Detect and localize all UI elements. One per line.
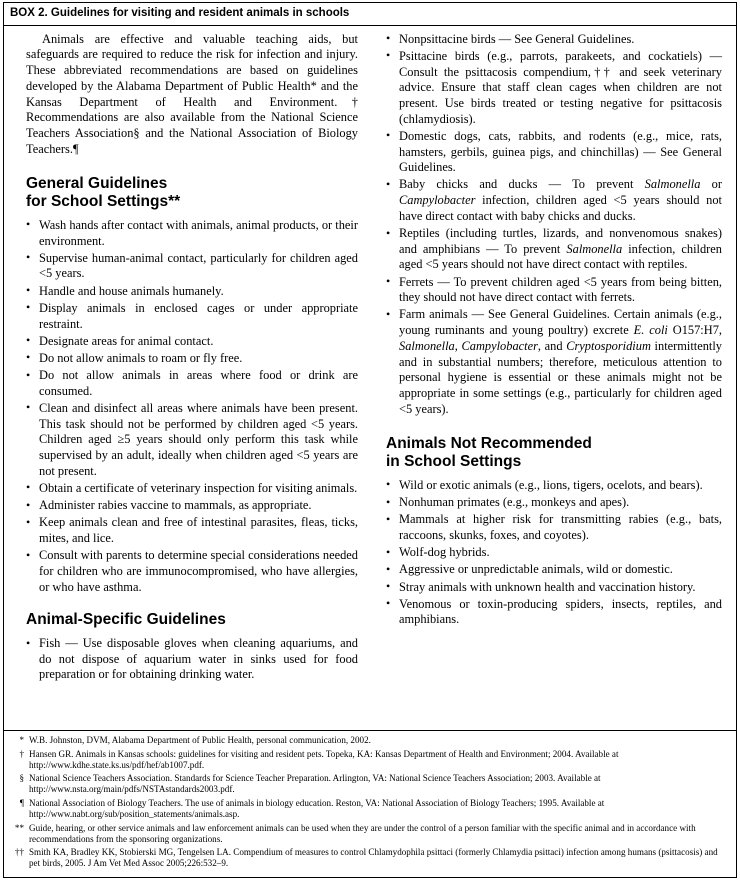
footnote-marker: † [19,748,24,759]
list-item: • Obtain a certificate of veterinary inspection for visiting animals. [26,481,358,497]
footnote-text: Smith KA, Bradley KK, Stobierski MG, Tengelsen LA. Compendium of measures to control Chlamydophila psittaci (formerly Chlamydia psittaci) infection among humans (psittacosis) and pet birds, 2005. J Am Vet Med Assoc 2005;226:532–9. [29,847,718,869]
footnote-text: W.B. Johnston, DVM, Alabama Department of Public Health, personal communication, 2002. [29,734,371,745]
box-title: BOX 2. Guidelines for visiting and resident animals in schools [4,3,736,26]
list-item: • Wolf-dog hybrids. [386,545,722,561]
footnote-text: Guide, hearing, or other service animals and law enforcement animals can be used when they are under the control of a person familiar with the specific animal and in accordance with recommendations from the sponsoring organizations. [29,822,696,844]
list-item: • Handle and house animals humanely. [26,284,358,300]
list-item: • Do not allow animals to roam or fly free. [26,351,358,367]
footnote-marker: †† [14,847,24,858]
footnote-marker: * [19,734,24,745]
general-guidelines-heading-line2: for School Settings** [26,193,181,211]
animals-not-recommended-list [386,478,722,628]
two-column-body [4,26,736,685]
list-item: • Wash hands after contact with animals, animal products, or their environment. [26,218,358,249]
intro-paragraph: Animals are effective and valuable teaching aids, but safeguards are required to reduce the risk for infection and injury. These abbreviated recommendations are based on guidelines developed by the Alabama Department of Public Health* and the Kansas Department of Health and Environment.† Recommendations are also available from the National Science Teachers Association§ and the National Association of Biology Teachers.¶ [26,31,358,156]
footnote-marker: ¶ [19,797,24,808]
list-item: • Aggressive or unpredictable animals, wild or domestic. [386,562,722,578]
general-guidelines-list [26,218,358,595]
footnote [12,749,726,771]
list-item: • Nonhuman primates (e.g., monkeys and apes). [386,495,722,511]
footnote-marker: ** [14,822,24,833]
footnote-text: National Association of Biology Teachers. The use of animals in biology education. Reston, VA: National Association of Biology Teachers; 1995. Available at http://www.nabt.org/sub/position_statements/animals.asp. [29,797,605,820]
footnote-text: Hansen GR. Animals in Kansas schools: guidelines for visiting and resident pets. Topeka, KA: Kansas Department of Health and Environment; 2004. Available at http://www.kdhe.state.ks.us/pdf/hef/ab1007.pdf. [29,748,619,770]
animals-not-recommended-heading [386,435,722,471]
list-item: • Venomous or toxin-producing spiders, insects, reptiles, and amphibians. [386,597,722,628]
list-item: • Mammals at higher risk for transmitting rabies (e.g., bats, raccoons, skunks, foxes, and coyotes). [386,512,722,543]
list-item: • Reptiles (including turtles, lizards, and nonvenomous snakes) and amphibians — To prevent Salmonella infection, children aged <5 years should not have direct contact with reptiles. [386,226,722,273]
list-item: • Consult with parents to determine special considerations needed for children who are immunocompromised, who have allergies, or who have asthma. [26,548,358,595]
list-item: • Wild or exotic animals (e.g., lions, tigers, ocelots, and bears). [386,478,722,494]
list-item: • Keep animals clean and free of intestinal parasites, fleas, ticks, mites, and lice. [26,515,358,546]
list-item: • Display animals in enclosed cages or under appropriate restraint. [26,301,358,332]
list-item: • Baby chicks and ducks — To prevent Salmonella or Campylobacter infection, children aged <5 years should not have direct contact with baby chicks and ducks. [386,177,722,224]
list-item: • Fish — Use disposable gloves when cleaning aquariums, and do not dispose of aquarium water in sinks used for food preparation or for obtaining drinking water. [26,636,358,683]
list-item: • Administer rabies vaccine to mammals, as appropriate. [26,498,358,514]
general-guidelines-heading-line1: General Guidelines [26,175,168,193]
footnotes-list [12,735,726,870]
footnote [12,798,726,820]
left-column [4,32,370,685]
footnote [12,823,726,845]
list-item: • Psittacine birds (e.g., parrots, parakeets, and cockatiels) — Consult the psittacosis compendium,†† and seek veterinary advice. Ensure that staff clean cages when children are not present. Use birds treated or testing negative for psittacosis (chlamydiosis). [386,49,722,127]
list-item: • Designate areas for animal contact. [26,334,358,350]
list-item: • Ferrets — To prevent children aged <5 years from being bitten, they should not have direct contact with ferrets. [386,275,722,306]
list-item: • Domestic dogs, cats, rabbits, and rodents (e.g., mice, rats, hamsters, gerbils, guinea pigs, and chinchillas) — See General Guidelines. [386,129,722,176]
list-item: • Supervise human-animal contact, particularly for children aged <5 years. [26,251,358,282]
document-page [0,2,740,884]
right-column [370,32,736,685]
animal-specific-guidelines-heading: Animal-Specific Guidelines [26,611,226,629]
list-item: • Nonpsittacine birds — See General Guidelines. [386,32,722,48]
animals-not-recommended-heading-line2: in School Settings [386,453,522,471]
footnote [12,773,726,795]
animal-specific-guidelines-list-continued [386,32,722,418]
general-guidelines-heading [26,175,358,211]
box-container [3,2,737,878]
footnote [12,847,726,869]
list-item: • Clean and disinfect all areas where animals have been present. This task should not be performed by children aged <5 years. Children aged ≥5 years should only perform this task while supervised by an adult, ideally when children aged <5 years are not present. [26,401,358,479]
footnotes-section [4,730,736,877]
list-item: • Stray animals with unknown health and vaccination history. [386,580,722,596]
animal-specific-guidelines-list [26,636,358,683]
footnote-text: National Science Teachers Association. Standards for Science Teacher Preparation. Arlington, VA: National Science Teachers Association; 2003. Available at http://www.nsta.org/main/pdfs/NSTAstandards2003.pdf. [29,773,601,795]
list-item: • Do not allow animals in areas where food or drink are consumed. [26,368,358,399]
footnote-marker: § [19,773,24,784]
footnote [12,735,726,746]
list-item: • Farm animals — See General Guidelines. Certain animals (e.g., young ruminants and young poultry) excrete E. coli O157:H7, Salmonella, Campylobacter, and Cryptosporidium intermittently and in substantial numbers; therefore, meticulous attention to personal hygiene is essential or these animals might not be appropriate in some settings (e.g., particularly for children aged <5 years). [386,307,722,417]
animals-not-recommended-heading-line1: Animals Not Recommended [386,435,592,453]
